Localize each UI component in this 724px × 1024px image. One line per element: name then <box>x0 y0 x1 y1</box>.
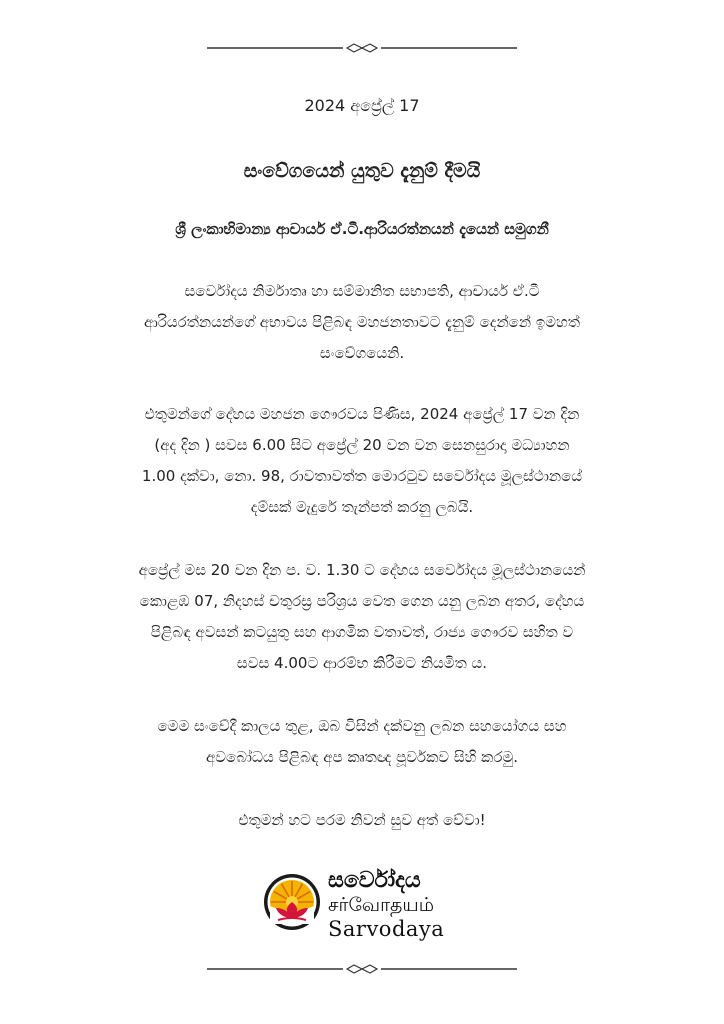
paragraph-3 <box>60 555 664 679</box>
announcement-date: 2024 අප්‍රේල් 17 <box>304 96 420 115</box>
paragraph-line: එතුමන්ගේ දේහය මහජන ගෞරවය පිණිස, 2024 අප්‍රේල් 17 වන දින <box>144 405 580 423</box>
paragraph-line: මෙම සංවේදී කාලය තුළ, ඔබ විසින් දක්වනු ලබන සහයෝගය සහ <box>157 717 567 735</box>
paragraph-line: පිළිබඳ අවසන් කටයුතු සහ ආගමික වතාවත්, රාජ්‍ය ගෞරව සහිත ව <box>150 623 574 641</box>
paragraph-line: සර්වෝදය නිර්මාතෘ හා සම්මානිත සභාපති, ආචාර්ය ඒ.ටී <box>184 282 540 300</box>
announcement-subtitle: ශ්‍රී ලංකාභිමාන්‍ය ආචාර්ය ඒ.ටී.ආරියරත්නයන් දැයෙන් සමුගනී <box>175 220 549 238</box>
paragraph-line: අප්‍රේල් මස 20 වන දින ප. ව. 1.30 ට දේහය සර්වෝදය මූලස්ථානයෙන් <box>138 561 586 579</box>
logo-sinhala-text: සර්වෝදය <box>328 868 421 893</box>
paragraph-line: (අද දින ) සවස 6.00 සිට අප්‍රේල් 20 වන වන සෙනසුරාදා මධ්‍යාහන <box>154 436 570 454</box>
paragraph-line: එතුමන් හට පරම නිවන් සුව අත් වේවා! <box>238 811 486 829</box>
logo-latin-text: Sarvodaya <box>328 917 445 941</box>
top-ornament-divider <box>207 42 517 54</box>
paragraph-line: ආරියරත්නයන්ගේ අභාවය පිළිබඳ මහජනතාවට දැනුම් දෙන්නේ ඉමහත් <box>144 313 580 331</box>
announcement-title: සංවේගයෙන් යුතුව දැනුම් දීමයි <box>243 160 481 182</box>
bottom-ornament-divider <box>207 963 517 975</box>
paragraph-line: සවස 4.00ට ආරම්භ කිරීමට නියමිත ය. <box>236 654 488 672</box>
sarvodaya-emblem-icon <box>262 872 322 932</box>
announcement-document <box>60 96 664 836</box>
logo-tamil-text: சர்வோதயம் <box>328 894 435 916</box>
paragraph-line: කොළඹ 07, නිදහස් චතුරස්‍ර පරිශ්‍රය වෙත ගෙන යනු ලබන අතර, දේහය <box>139 592 585 610</box>
paragraph-4 <box>60 711 664 773</box>
paragraph-line: අවබෝධය පිළිබඳ අප කෘතඥ පූර්වකව සිහි කරමු. <box>206 748 518 766</box>
paragraph-line: 1.00 දක්වා, නො. 98, රාවතාවත්ත මොරටුව සර්වෝදය මූලස්ථානයේ <box>141 467 583 485</box>
paragraph-2 <box>60 399 664 523</box>
closing-blessing <box>60 805 664 836</box>
logo-wordmark <box>328 868 444 942</box>
paragraph-line: දම්සක් මැදුරේ තැන්පත් කරනු ලබයි. <box>250 498 474 516</box>
sarvodaya-logo <box>262 868 472 940</box>
paragraph-line: සංවේගයෙනි. <box>319 344 405 362</box>
paragraph-1 <box>60 276 664 369</box>
